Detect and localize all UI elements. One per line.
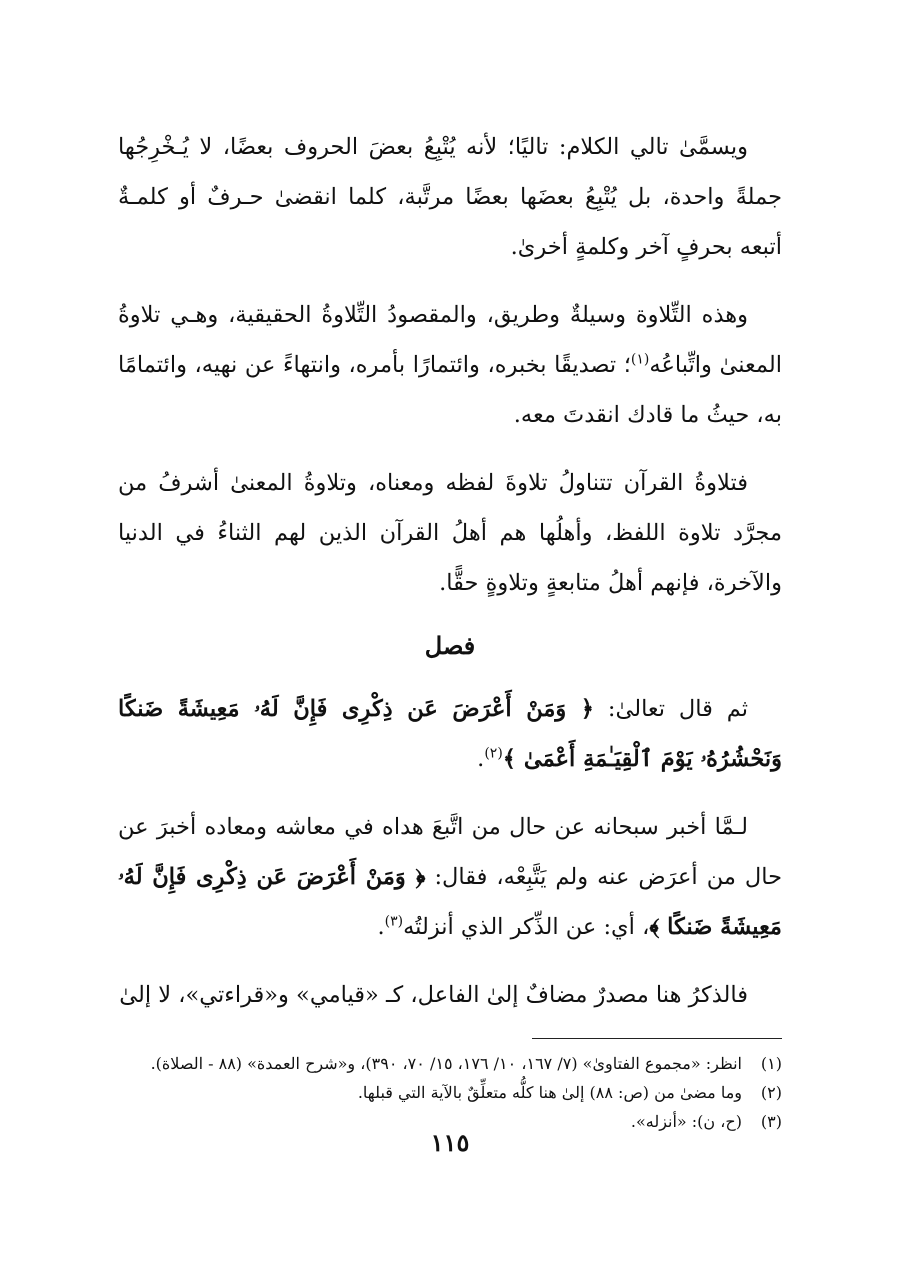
quran-verse-1: ﴿ وَمَنْ أَعْرَضَ عَن ذِكْرِى فَإِنَّ لَهُۥ مَعِيشَةً ضَنكًا وَنَحْشُرُهُۥ يَوْمَ ٱلْقِيَـٰمَةِ أَعْمَىٰ ﴾ [118, 696, 782, 772]
paragraph-2-text-a: وهذه التِّلاوة وسيلةٌ وطريق، والمقصودُ التِّلاوةُ الحقيقية، وهـي تلاوةُ المعنىٰ واتِّباعُه [118, 302, 782, 378]
page-number: ١١٥ [430, 1128, 470, 1157]
paragraph-6-text: فالذكرُ هنا مصدرٌ مضافٌ إلىٰ الفاعل، كـ «قيامي» و«قراءتي»، لا إلىٰ [119, 982, 748, 1008]
paragraph-1 [118, 122, 782, 272]
paragraph-1-text: ويسمَّىٰ تالي الكلام: تاليًا؛ لأنه يُتْبِعُ بعضَ الحروف بعضًا، لا يُـخْرِجُها جملةً واحدة، بل يُتْبِعُ بعضَها بعضًا مرتَّبة، كلما انقضىٰ حـرفٌ أو كلمـةٌ أتبعه بحرفٍ آخر وكلمةٍ أخرىٰ. [118, 134, 782, 260]
footnote-text: انظر: «مجموع الفتاوىٰ» (٧/ ١٦٧، ١٠/ ١٧٦، ١٥/ ٧٠، ٣٩٠)، و«شرح العمدة» (٨٨ - الصلاة). [150, 1054, 742, 1073]
footnote-ref-2[interactable]: (٢) [484, 745, 503, 762]
section-heading: فصل [424, 631, 476, 660]
paragraph-2 [118, 290, 782, 440]
paragraph-5-text-b: ، أي: عن الذِّكر الذي أنزلتُه [403, 914, 650, 940]
footnote-number: (٣) [760, 1112, 782, 1131]
footnote-number: (٢) [760, 1083, 782, 1102]
paragraph-5-text-a: لـمَّا أخبر سبحانه عن حال من اتَّبعَ هداه في معاشه ومعاده أخبرَ عن حال من أعرَض عنه ولم يَتَّبِعْه، فقال: [118, 814, 782, 890]
page-body [118, 122, 782, 1271]
footnote-text: (ح، ن): «أنزله». [630, 1112, 742, 1131]
footnote-2 [118, 1078, 782, 1107]
quran-verse-2: ﴿ وَمَنْ أَعْرَضَ عَن ذِكْرِى فَإِنَّ لَهُۥ مَعِيشَةً ضَنكًا ﴾ [118, 864, 782, 940]
footnote-ref-3[interactable]: (٣) [384, 913, 404, 930]
paragraph-4-text-a: ثم قال تعالىٰ: [594, 696, 748, 722]
footnotes [118, 1049, 782, 1136]
footnote-text: وما مضىٰ من (ص: ٨٨) إلىٰ هنا كلُّه متعلِّقٌ بالآية التي قبلها. [357, 1083, 742, 1102]
paragraph-2-text-b: ؛ تصديقًا بخبره، وائتمارًا بأمره، وانتهاءً عن نهيه، وائتمامًا به، حيثُ ما قادك انقدتَ معه. [118, 352, 782, 428]
paragraph-5-text-c: . [377, 914, 385, 940]
paragraph-3-text: فتلاوةُ القرآن تتناولُ تلاوةَ لفظه ومعناه، وتلاوةُ المعنىٰ أشرفُ من مجرَّد تلاوة اللفظ، وأهلُها هم أهلُ القرآن الذين لهم الثناءُ في الدنيا والآخرة، فإنهم أهلُ متابعةٍ وتلاوةٍ حقًّا. [118, 470, 782, 596]
paragraph-4 [118, 684, 782, 784]
footnote-number: (١) [760, 1054, 782, 1073]
footnote-1 [118, 1049, 782, 1078]
paragraph-4-text-b: . [477, 746, 485, 772]
paragraph-5 [118, 802, 782, 952]
footnote-ref-1[interactable]: (١) [630, 351, 650, 368]
footnote-divider [532, 1038, 782, 1039]
paragraph-6 [118, 970, 782, 1020]
paragraph-3 [118, 458, 782, 608]
